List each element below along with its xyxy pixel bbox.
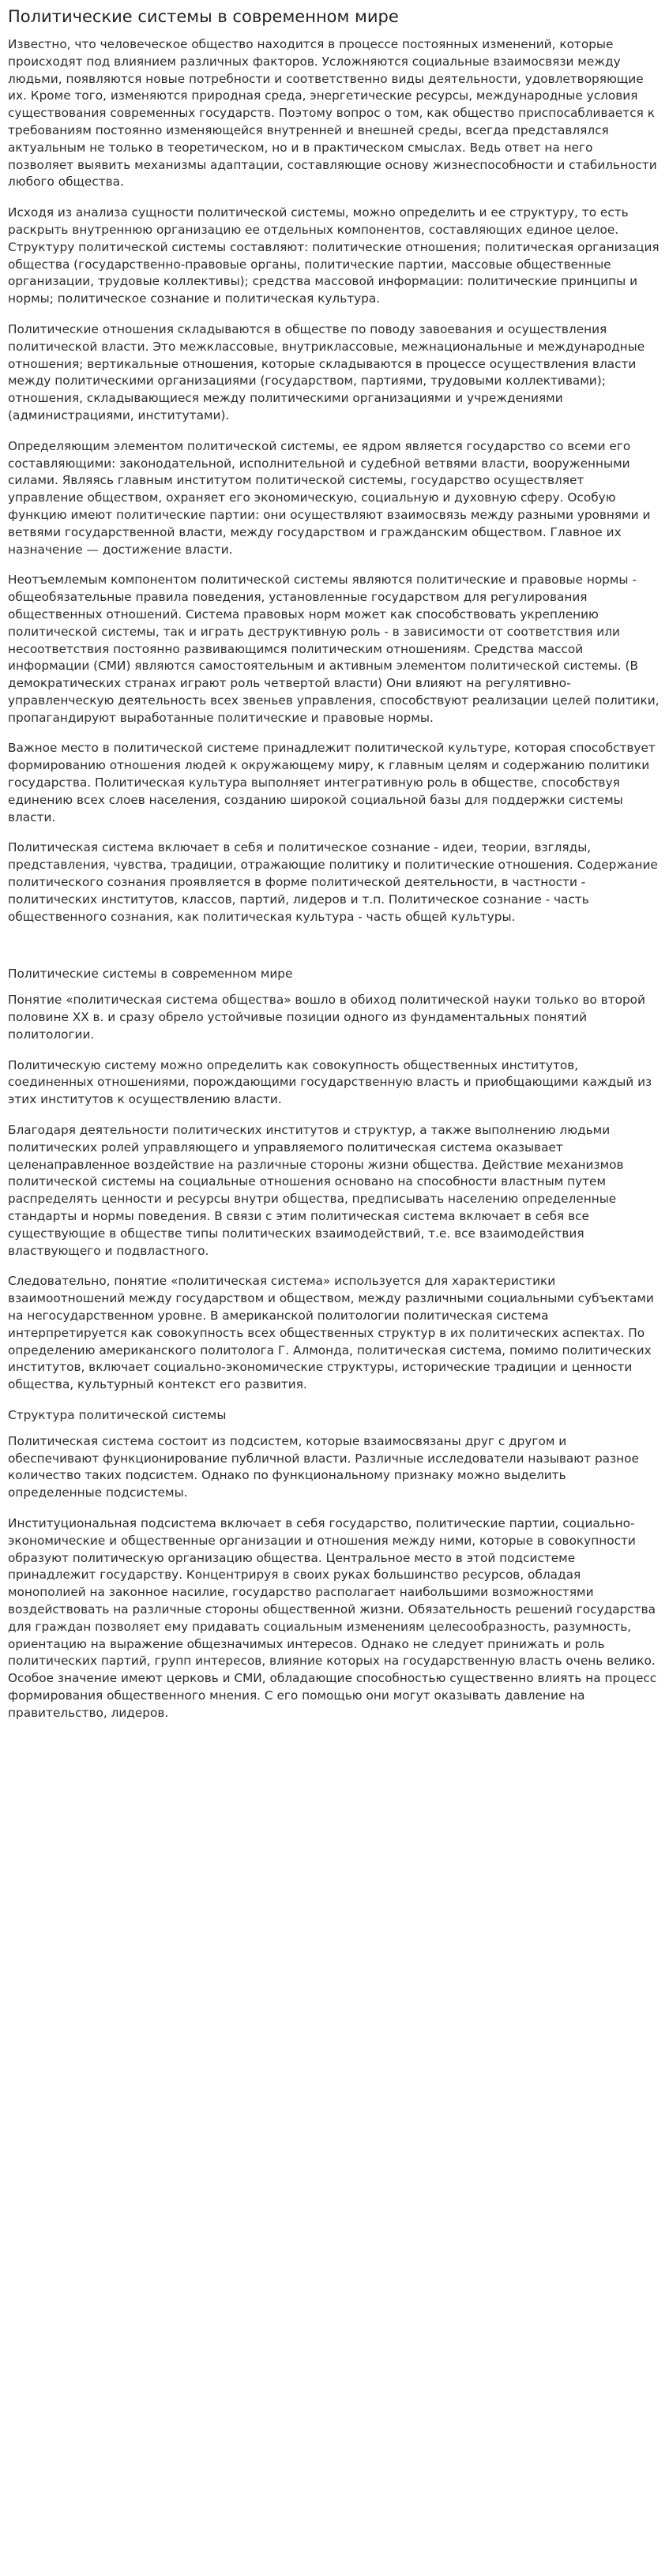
section-spacer [8,939,660,966]
structure-heading: Структура политической системы [8,1407,227,1422]
structure-overview-paragraph: Исходя из анализа сущности политической системы, можно определить и ее структуру, то есть раскрыть внутреннюю организацию ее отдельных компонентов, составляющих единое целое. Структуру политической системы составляют: политические отношения; политическая организация общества (государственно-правовые органы, политические партии, массовые общественные организации, трудовые коллективы); средства массовой информации: политические принципы и нормы; политическое сознание и политическая культура. [8,205,660,306]
political-culture-paragraph: Важное место в политической системе принадлежит политической культуре, которая способствует формированию отношения людей к окружающему миру, к главным целям и содержанию политики государства. Политическая культура выполняет интегративную роль в обществе, способствуя единению всех слоев населения, созданию широкой социальной базы для поддержки системы власти. [8,741,656,824]
section-heading: Политические системы в современном мире [8,967,293,982]
state-role-paragraph: Определяющим элементом политической системы, ее ядром является государство со всеми его составляющими: законодательной, исполнительной и судебной ветвями власти, вооруженными силами. Являясь главным институтом политической системы, государство осуществляет управление обществом, охраняет его экономическую, социальную и духовную сферу. Особую функцию имеют политические партии: они осуществляют взаимосвязь между разными уровнями и ветвями государственной власти, между государством и гражданским обществом. Главное их назначение — достижение власти. [8,438,651,557]
page-title: Политические системы в современном мире [8,7,399,26]
institutional-subsystem-paragraph: Институциональная подсистема включает в себя государство, политические партии, социально-экономические и общественные организации и отношения между ними, которые в совокупности образуют политическую организацию общества. Центральное место в этой подсистеме принадлежит государству. Концентрируя в своих руках большинство ресурсов, обладая монополией на законное насилие, государство располагает наибольшими возможностями воздействовать на различные стороны общественной жизни. Обязательность решений государства для граждан позволяет ему придавать социальным изменениям целесообразность, разумность, ориентацию на выражение общезначимых интересов. Однако не следует принижать и роль политических партий, групп интересов, влияние которых на государственную власть очень велико. Особое значение имеют церковь и СМИ, обладающие способностью существенно влиять на процесс формирования общественного мнения. С его помощью они могут оказывать давление на правительство, лидеров. [8,1515,657,1720]
political-consciousness-paragraph: Политическая система включает в себя и политическое сознание - идеи, теории, взгляды, представления, чувства, традиции, отражающие политику и политические отношения. Содержание политического сознания проявляется в форме политической деятельности, в частности - политических институтов, классов, партий, лидеров и т.п. Политическое сознание - часть общественного сознания, как политическая культура - часть общей культуры. [8,840,658,924]
subsystems-paragraph: Политическая система состоит из подсистем, которые взаимосвязаны друг с другом и обеспечивают функционирование публичной власти. Различные исследователи называют разное количество таких подсистем. Однако по функциональному признаку можно выделить определенные подсистемы. [8,1433,639,1500]
concept-origin-paragraph: Понятие «политическая система общества» вошло в обиход политической науки только во второй половине XX в. и сразу обрело устойчивые позиции одного из фундаментальных понятий политологии. [8,993,645,1042]
norms-and-media-paragraph: Неотъемлемым компонентом политической системы являются политические и правовые нормы - общеобязательные правила поведения, установленные государством для регулирования общественных отношений. Система правовых норм может как способствовать укреплению политической системы, так и играть деструктивную роль - в зависимости от соответствия или несоответствия постоянно развивающимся политическим отношениям. Средства массой информации (СМИ) являются самостоятельным и активным элементом политической системы. (В демократических странах играют роль четвертой власти) Они влияют на регулятивно-управленческую деятельность всех звеньев управления, способствуют реализации целей политики, пропагандируют выработанные политические и правовые нормы. [8,573,660,725]
intro-paragraph: Известно, что человеческое общество находится в процессе постоянных изменений, которые происходят под влиянием различных факторов. Усложняются социальные взаимосвязи между людьми, появляются новые потребности и соответственно виды деятельности, удовлетворяющие их. Кроме того, изменяются природная среда, энергетические ресурсы, международные условия существования современных государств. Поэтому вопрос о том, как общество приспосабливается к требованиям постоянно изменяющейся внутренней и внешней среды, всегда представлялся актуальным не только в теоретическом, но и в практическом смыслах. Ведь ответ на него позволяет выявить механизмы адаптации, составляющие основу жизнеспособности и стабильности любого общества. [8,37,657,190]
political-relations-paragraph: Политические отношения складываются в обществе по поводу завоевания и осуществления политической власти. Это межклассовые, внутриклассовые, межнациональные и международные отношения; вертикальные отношения, которые складываются в процессе осуществления власти между политическими организациями (государством, партиями, трудовыми коллективами); отношения, складывающиеся между политическими организациями и учреждениями (администрациями, институтами). [8,321,645,422]
definition-paragraph: Политическую систему можно определить как совокупность общественных институтов, соединенных отношениями, порождающими государственную власть и приобщающими каждый из этих институтов к осуществлению власти. [8,1057,652,1107]
institutions-impact-paragraph: Благодаря деятельности политических институтов и структур, а также выполнению людьми политических ролей управляющего и управляемого политическая система оказывает целенаправленное воздействие на различные стороны жизни общества. Действие механизмов политической системы на социальные отношения основано на способности властным путем распределять ценности и ресурсы внутри общества, предписывать населению определенные стандарты и нормы поведения. В связи с этим политическая система включает в себя все существующие в обществе типы политических взаимодействий, т.е. все взаимодействия властвующего и подвластного. [8,1123,624,1258]
almond-definition-paragraph: Следовательно, понятие «политическая система» используется для характеристики взаимоотношений между государством и обществом, между различными социальными субъектами на негосударственном уровне. В американской политологии политическая система интерпретируется как совокупность всех общественных структур в их политических аспектах. По определению американского политолога Г. Алмонда, политическая система, помимо политических институтов, включает социально-экономические структуры, исторические традиции и ценности общества, культурный контекст его развития. [8,1274,654,1392]
